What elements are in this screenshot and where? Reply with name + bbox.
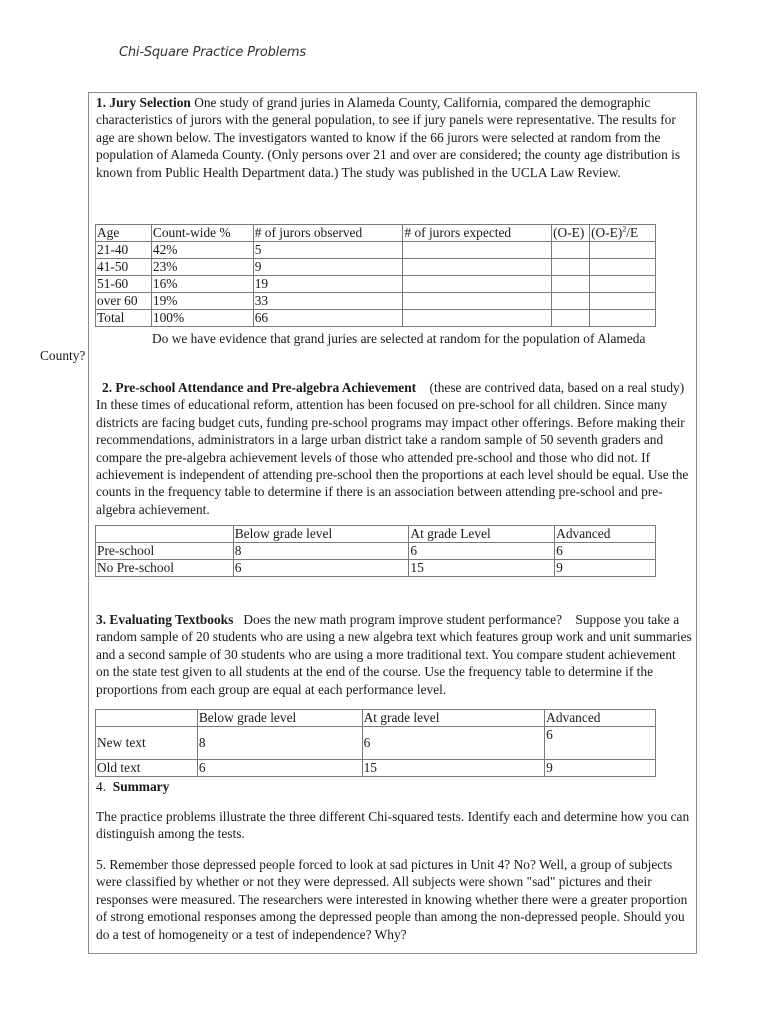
cell: No Pre-school [96, 560, 234, 577]
cell-empty [552, 310, 590, 327]
jury-table-header-row [96, 225, 656, 242]
problem-4-heading-line [96, 778, 692, 795]
problem-1-body: One study of grand juries in Alameda County, California, compared the demographic characteristics of jurors with the general population, to see if jury panels were representative. The results for age are shown below. The investigators wanted to know if the 66 jurors were selected at random from the population of Alameda County. (Only persons over 21 and over are considered; the county age distribution is known from Public Health Department data.) The study was published in the UCLA Law Review. [96, 95, 681, 180]
header-expected: # of jurors expected [403, 225, 552, 242]
cell: 6 [233, 560, 409, 577]
header-at-grade: At grade level [362, 710, 545, 727]
cell: 19% [151, 293, 253, 310]
problem-5-body: 5. Remember those depressed people forced to look at sad pictures in Unit 4? No? Well, a group of subjects were classified by whether or not they were depressed. All subjects were shown "sad" pictures and their responses were measured. The researchers were interested in knowing whether there were a greater proportion of strong emotional responses among the depressed people than among the non-depressed people. Should you do a test of homogeneity or a test of independence? Why? [96, 857, 688, 942]
cell: over 60 [96, 293, 152, 310]
cell: 9 [253, 259, 403, 276]
header-below-grade: Below grade level [233, 526, 409, 543]
textbook-table-header-row [96, 710, 656, 727]
cell: 9 [555, 560, 656, 577]
header-advanced: Advanced [545, 710, 656, 727]
header-below-grade: Below grade level [197, 710, 362, 727]
cell-empty [403, 242, 552, 259]
cell: 33 [253, 293, 403, 310]
header-observed: # of jurors observed [253, 225, 403, 242]
cell-empty [590, 276, 656, 293]
table-row [96, 543, 656, 560]
textbook-table [95, 709, 656, 777]
cell-empty [590, 293, 656, 310]
header-blank [96, 526, 234, 543]
header-chi-component [590, 225, 656, 242]
cell: New text [96, 727, 198, 760]
preschool-table-header-row [96, 526, 656, 543]
problem-3-body: Does the new math program improve student performance? Suppose you take a random sample of 20 students who are using a new algebra text which features group work and unit summaries and a second sample of 30 students who are using a more traditional text. You compare student achievement on the state test given to all students at the end of the course. Use the frequency table to determine if the proportions from each group are equal at each performance level. [96, 612, 696, 697]
cell: 6 [197, 760, 362, 777]
header-o-minus-e: (O-E) [552, 225, 590, 242]
cell-empty [403, 276, 552, 293]
page-header-title: Chi-Square Practice Problems [119, 45, 306, 60]
table-row [96, 310, 656, 327]
table-row [96, 276, 656, 293]
cell: Pre-school [96, 543, 234, 560]
table-row [96, 727, 656, 760]
cell: Total [96, 310, 152, 327]
header-blank [96, 710, 198, 727]
cell: 51-60 [96, 276, 152, 293]
preschool-table [95, 525, 656, 577]
table-row [96, 242, 656, 259]
problem-1-question [40, 330, 692, 365]
cell: 6 [545, 727, 656, 760]
problem-4-heading: Summary [112, 779, 170, 794]
table-row [96, 760, 656, 777]
cell-empty [403, 293, 552, 310]
cell: 42% [151, 242, 253, 259]
header-chi-part2: /E [626, 225, 639, 240]
problem-2-heading: 2. Pre-school Attendance and Pre-algebra Achievement [102, 380, 417, 395]
cell-empty [552, 276, 590, 293]
cell-empty [552, 293, 590, 310]
cell-empty [590, 310, 656, 327]
table-row [96, 560, 656, 577]
cell: 9 [545, 760, 656, 777]
cell-empty [552, 259, 590, 276]
cell: 23% [151, 259, 253, 276]
header-age: Age [96, 225, 152, 242]
jury-table [95, 224, 656, 327]
cell-empty [403, 310, 552, 327]
problem-3-text [96, 611, 696, 698]
cell-empty [552, 242, 590, 259]
cell-empty [590, 259, 656, 276]
cell: 6 [362, 727, 545, 760]
cell-empty [403, 259, 552, 276]
cell: 8 [197, 727, 362, 760]
header-chi-exponent: 2 [622, 224, 627, 234]
cell: 21-40 [96, 242, 152, 259]
cell: 100% [151, 310, 253, 327]
cell: 5 [253, 242, 403, 259]
cell: 8 [233, 543, 409, 560]
cell: 41-50 [96, 259, 152, 276]
cell: 6 [409, 543, 555, 560]
cell: Old text [96, 760, 198, 777]
cell: 15 [362, 760, 545, 777]
cell: 6 [555, 543, 656, 560]
cell: 66 [253, 310, 403, 327]
cell: 16% [151, 276, 253, 293]
header-chi-part1: (O-E) [591, 225, 623, 240]
cell-empty [590, 242, 656, 259]
cell: 19 [253, 276, 403, 293]
question-line-1: Do we have evidence that grand juries are selected at random for the population of Alameda [152, 331, 646, 346]
problem-4-number: 4. [96, 779, 113, 794]
cell: 15 [409, 560, 555, 577]
header-county-pct: Count-wide % [151, 225, 253, 242]
problem-2-body: (these are contrived data, based on a real study) In these times of educational reform, attention has been focused on pre-school for all children. Since many districts are facing budget cuts, funding pre-school programs may impact other offerings. Before making their recommendations, administrators in a large urban district take a random sample of 50 seventh graders and compare the pre-algebra achievement levels of those who attended pre-school and those who did not. If achievement is independent of attending pre-school then the proportions at each level should be equal. Use the counts in the frequency table to determine if there is an association between attending pre-school and pre-algebra achievement. [96, 380, 695, 517]
header-at-grade: At grade Level [409, 526, 555, 543]
problem-4-body: The practice problems illustrate the three different Chi-squared tests. Identify each and determine how you can distinguish among the tests. [96, 809, 690, 842]
header-advanced: Advanced [555, 526, 656, 543]
problem-1-text [96, 94, 692, 181]
problem-1-heading: 1. Jury Selection [96, 95, 191, 110]
question-line-2: County? [40, 348, 86, 364]
table-row [96, 293, 656, 310]
problem-3-heading: 3. Evaluating Textbooks [96, 612, 234, 627]
problem-2-text [96, 379, 695, 518]
table-row [96, 259, 656, 276]
